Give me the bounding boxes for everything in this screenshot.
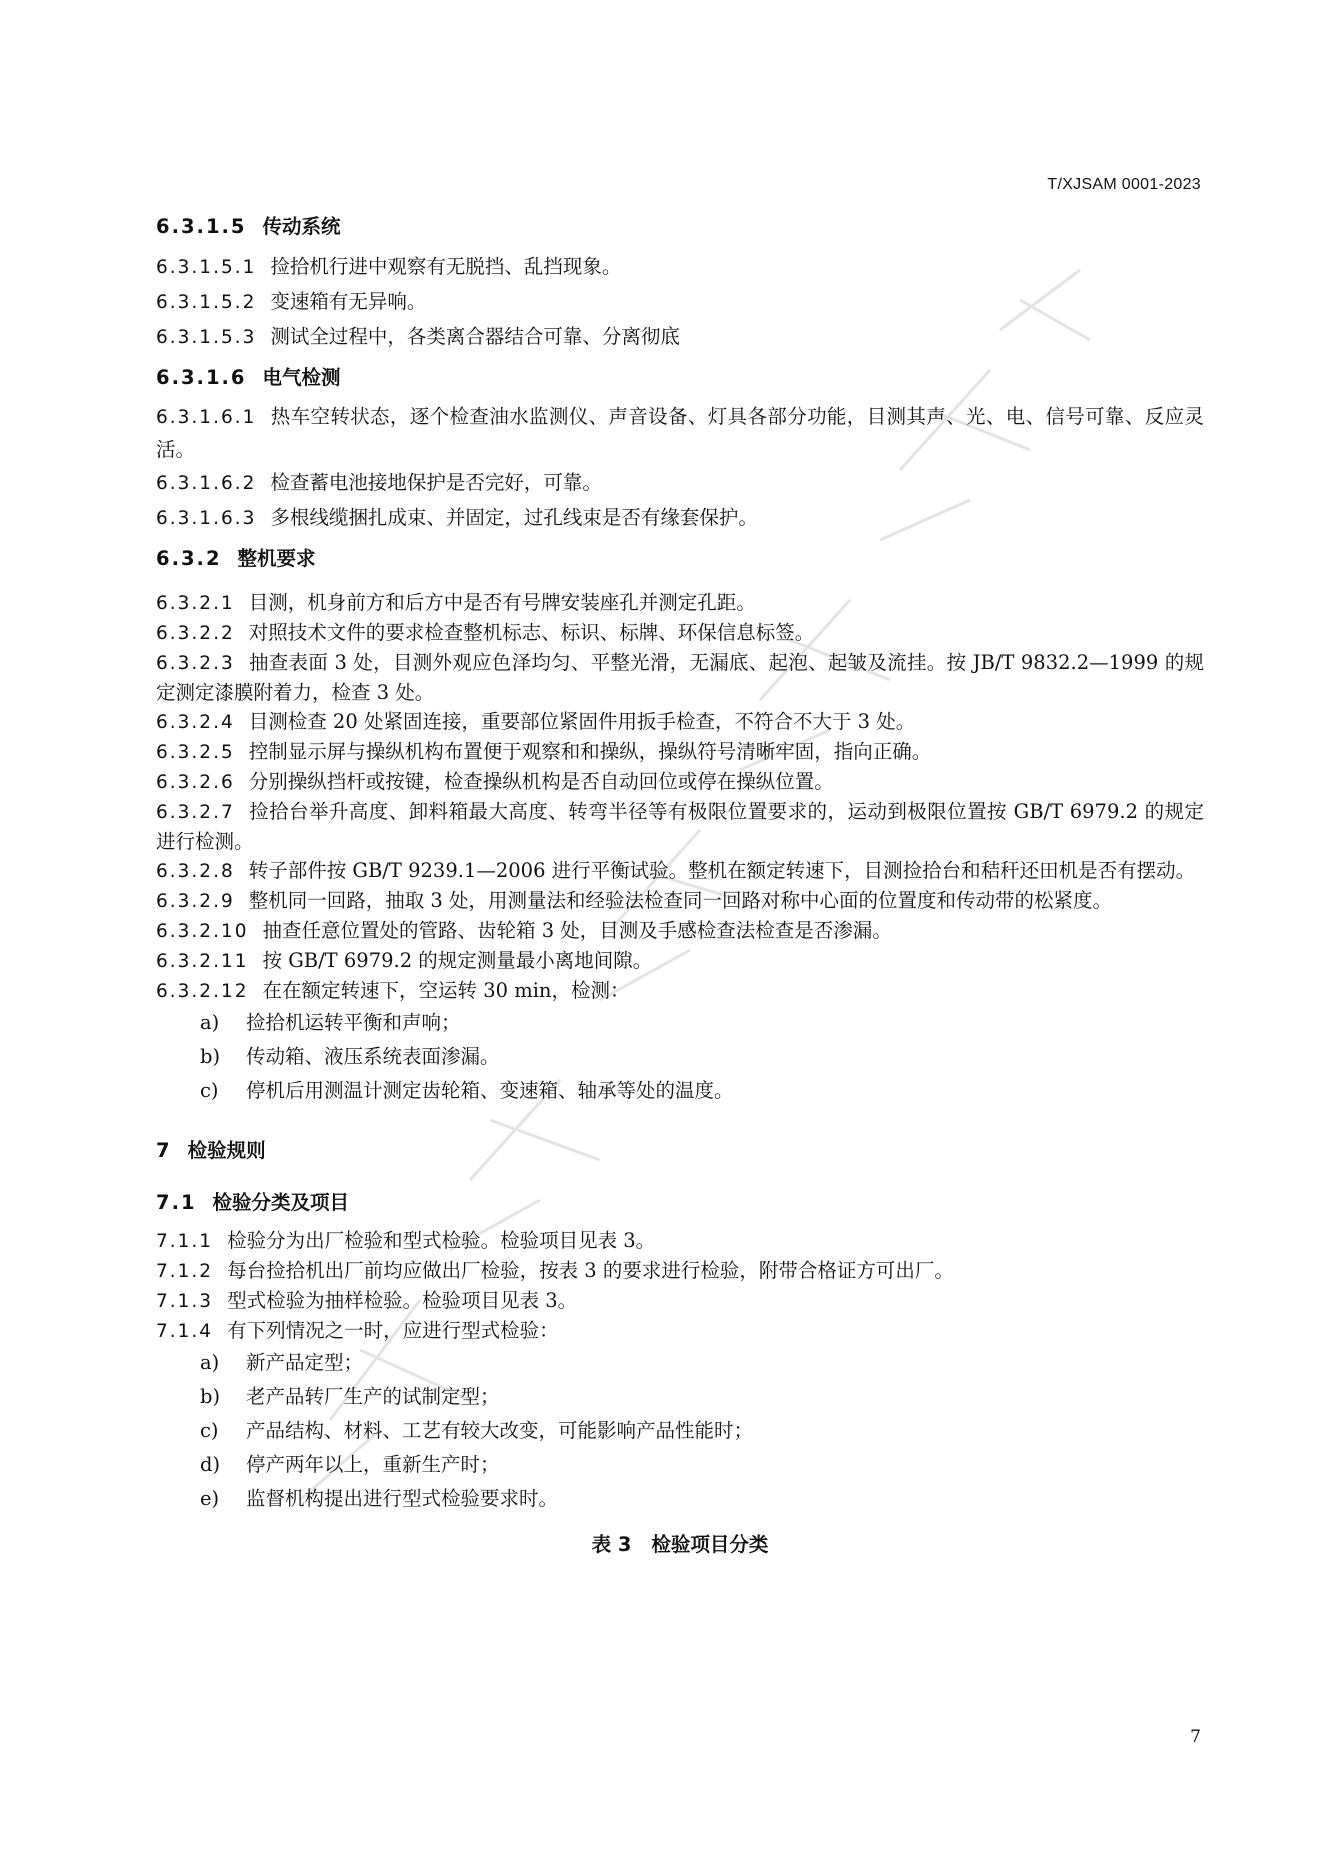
clause-6-3-1-6-2: 6.3.1.6.2 检查蓄电池接地保护是否完好，可靠。 xyxy=(156,471,602,494)
heading-7: 7 检验规则 xyxy=(156,1139,266,1162)
list-item: c) 停机后用测温计测定齿轮箱、变速箱、轴承等处的温度。 xyxy=(200,1079,734,1102)
clause-6-3-2-2: 6.3.2.2 对照技术文件的要求检查整机标志、标识、标牌、环保信息标签。 xyxy=(156,621,815,644)
clause-6-3-1-6-3: 6.3.1.6.3 多根线缆捆扎成束、并固定，过孔线束是否有缘套保护。 xyxy=(156,506,758,529)
clause-6-3-2-11: 6.3.2.11 按 GB/T 6979.2 的规定测量最小离地间隙。 xyxy=(156,949,653,972)
list-item: b) 老产品转厂生产的试制定型； xyxy=(200,1385,500,1408)
clause-6-3-1-5-2: 6.3.1.5.2 变速箱有无异响。 xyxy=(156,290,427,313)
heading-6-3-1-6: 6.3.1.6 电气检测 xyxy=(156,366,341,389)
clause-6-3-2-3: 6.3.2.3 抽查表面 3 处，目测外观应色泽均匀、平整光滑，无漏底、起泡、起皱及流挂。按 JB/T 9832.2—1999 的规定测定漆膜附着力，检查 3 处。 xyxy=(156,651,1204,704)
clause-6-3-2-5: 6.3.2.5 控制显示屏与操纵机构布置便于观察和和操纵，操纵符号清晰牢固，指向正确。 xyxy=(156,740,932,763)
clause-7-1-2: 7.1.2 每台捡拾机出厂前均应做出厂检验，按表 3 的要求进行检验，附带合格证方可出厂。 xyxy=(156,1259,954,1282)
table-caption: 表 3 检验项目分类 xyxy=(591,1533,769,1556)
clause-6-3-2-6: 6.3.2.6 分别操纵挡杆或按键，检查操纵机构是否自动回位或停在操纵位置。 xyxy=(156,770,834,793)
clause-7-1-3: 7.1.3 型式检验为抽样检验。检验项目见表 3。 xyxy=(156,1289,578,1312)
heading-6-3-2: 6.3.2 整机要求 xyxy=(156,547,316,570)
list-item: c) 产品结构、材料、工艺有较大改变，可能影响产品性能时； xyxy=(200,1419,754,1442)
list-item: a) 捡拾机运转平衡和声响； xyxy=(200,1011,461,1034)
clause-7-1-4: 7.1.4 有下列情况之一时，应进行型式检验： xyxy=(156,1319,559,1342)
clause-6-3-1-6-1: 6.3.1.6.1 热车空转状态，逐个检查油水监测仪、声音设备、灯具各部分功能，目测其声、光、电、信号可靠、反应灵活。 xyxy=(156,405,1204,461)
list-item: b) 传动箱、液压系统表面渗漏。 xyxy=(200,1045,500,1068)
document-body xyxy=(156,212,1204,1559)
clause-6-3-2-4: 6.3.2.4 目测检查 20 处紧固连接，重要部位紧固件用扳手检查，不符合不大于 3 处。 xyxy=(156,710,916,733)
clause-6-3-2-8: 6.3.2.8 转子部件按 GB/T 9239.1—2006 进行平衡试验。整机在额定转速下，目测捡拾台和秸秆还田机是否有摆动。 xyxy=(156,859,1196,882)
clause-6-3-1-5-1: 6.3.1.5.1 捡拾机行进中观察有无脱挡、乱挡现象。 xyxy=(156,255,622,278)
clause-6-3-2-7: 6.3.2.7 捡拾台举升高度、卸料箱最大高度、转弯半径等有极限位置要求的，运动到极限位置按 GB/T 6979.2 的规定进行检测。 xyxy=(156,800,1204,853)
clause-7-1-1: 7.1.1 检验分为出厂检验和型式检验。检验项目见表 3。 xyxy=(156,1229,656,1252)
doc-code: T/XJSAM 0001-2023 xyxy=(1047,176,1201,193)
list-item: d) 停产两年以上，重新生产时； xyxy=(200,1453,500,1476)
list-item: e) 监督机构提出进行型式检验要求时。 xyxy=(200,1487,559,1510)
heading-7-1: 7.1 检验分类及项目 xyxy=(156,1191,350,1214)
page-number: 7 xyxy=(1190,1727,1201,1747)
clause-6-3-2-9: 6.3.2.9 整机同一回路，抽取 3 处，用测量法和经验法检查同一回路对称中心面的位置度和传动带的松紧度。 xyxy=(156,889,1113,912)
clause-6-3-2-1: 6.3.2.1 目测，机身前方和后方中是否有号牌安装座孔并测定孔距。 xyxy=(156,591,756,614)
clause-6-3-2-10: 6.3.2.10 抽查任意位置处的管路、齿轮箱 3 处，目测及手感检查法检查是否渗漏。 xyxy=(156,919,892,942)
heading-6-3-1-5: 6.3.1.5 传动系统 xyxy=(156,215,341,238)
list-item: a) 新产品定型； xyxy=(200,1351,364,1374)
clause-6-3-2-12: 6.3.2.12 在在额定转速下，空运转 30 min，检测： xyxy=(156,979,630,1002)
clause-6-3-1-5-3: 6.3.1.5.3 测试全过程中，各类离合器结合可靠、分离彻底 xyxy=(156,325,680,348)
